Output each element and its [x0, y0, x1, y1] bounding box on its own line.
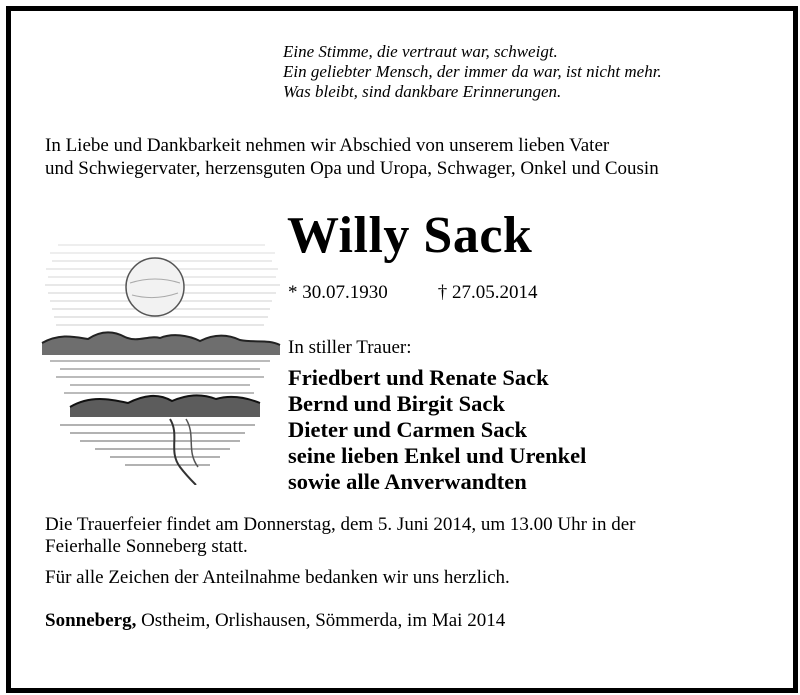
mourners-heading: In stiller Trauer: — [288, 337, 412, 358]
poem-line: Was bleibt, sind dankbare Erinnerungen. — [283, 82, 562, 101]
funeral-line: Feierhalle Sonneberg statt. — [45, 536, 248, 557]
mourner-entry: Dieter und Carmen Sack — [288, 417, 527, 442]
intro-line: In Liebe und Dankbarkeit nehmen wir Abschied von unserem lieben Vater — [45, 135, 610, 156]
place-date-line — [45, 610, 505, 632]
deceased-name: Willy Sack — [287, 207, 533, 264]
mourners-list — [288, 365, 586, 495]
thanks-text: Für alle Zeichen der Anteilnahme bedanken wir uns herzlich. — [45, 567, 510, 588]
mourner-entry: sowie alle Anverwandten — [288, 469, 527, 494]
poem-line: Eine Stimme, die vertraut war, schweigt. — [283, 42, 558, 61]
mourner-entry: Friedbert und Renate Sack — [288, 365, 549, 390]
sun-over-mountains-sketch-icon — [40, 235, 283, 485]
birth-date: * 30.07.1930 — [288, 282, 388, 303]
poem-line: Ein geliebter Mensch, der immer da war, ist nicht mehr. — [283, 62, 662, 81]
intro-line: und Schwiegervater, herzensguten Opa und Uropa, Schwager, Onkel und Cousin — [45, 158, 659, 179]
funeral-info — [45, 514, 635, 558]
mourner-entry: Bernd und Birgit Sack — [288, 391, 505, 416]
place-rest: Ostheim, Orlishausen, Sömmerda, im Mai 2014 — [136, 610, 506, 631]
intro-text — [45, 134, 659, 180]
place-town: Sonneberg, — [45, 610, 137, 631]
funeral-line: Die Trauerfeier findet am Donnerstag, dem 5. Juni 2014, um 13.00 Uhr in der — [45, 514, 636, 535]
poem — [283, 42, 662, 102]
life-dates — [288, 282, 538, 304]
mourner-entry: seine lieben Enkel und Urenkel — [288, 443, 587, 468]
death-date: † 27.05.2014 — [437, 282, 538, 303]
